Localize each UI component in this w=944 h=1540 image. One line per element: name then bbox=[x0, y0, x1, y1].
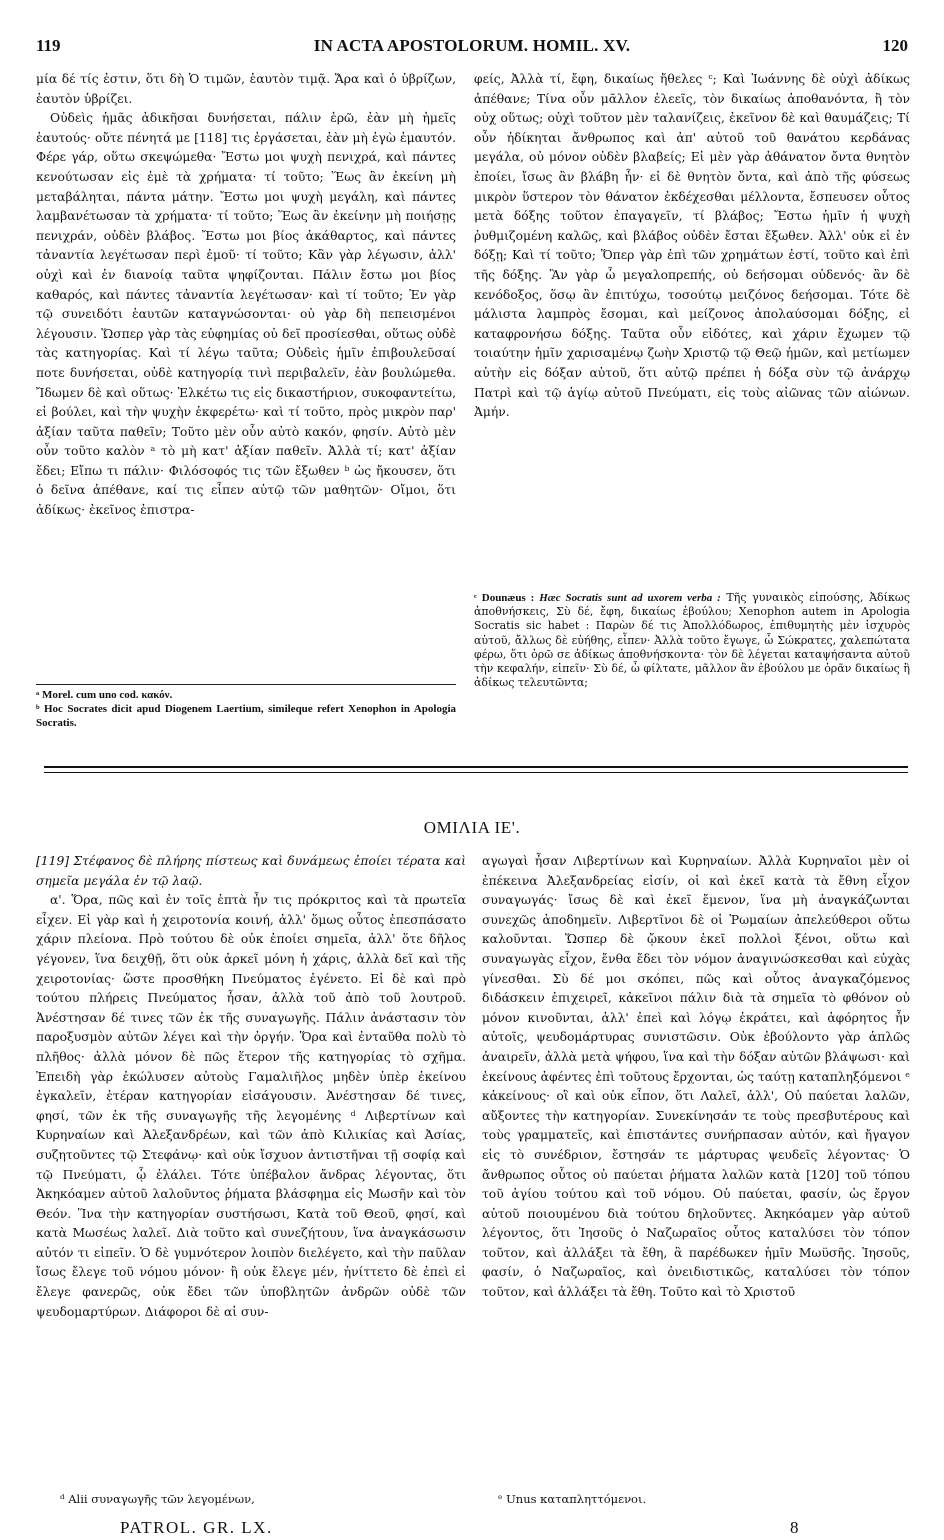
column-bottom-left bbox=[36, 852, 466, 1322]
running-title: IN ACTA APOSTOLORUM. HOMIL. XV. bbox=[313, 36, 631, 55]
footnote-b: ᵇ Hoc Socrates dicit apud Diogenem Laertium, simileque refert Xenophon in Apologia Socratis. bbox=[36, 703, 456, 730]
running-head bbox=[36, 36, 908, 58]
footnote-c: ᶜ Dounæus : Hæc Socratis sunt ad uxorem verba : Τῆς γυναικὸς εἰπούσης, Ἀδίκως ἀποθνήσκεις, Σὺ δέ, ἔφη, δικαίως ἐβούλου; Xenophon autem in Apologia Socratis sic habet : Παρὼν δέ τις Ἀπολλόδωρος, ἐπιθυμητὴς μὲν ἰσχυρὸς αὐτοῦ, ἄλλως δὲ εὐήθης, εἶπεν· Ἀλλὰ τοῦτο ἔγωγε, ὦ Σώκρατες, χαλεπώτατα φέρω, ὅτι ὁρῶ σε ἀδίκως ἀποθνήσκοντα· τὸν δὲ λέγεται καταψήσαντα αὐτοῦ τὴν κεφαλήν, εἰπεῖν· Σὺ δέ, ὦ φίλτατε, μᾶλλον ἂν ἐβούλου με ὁρᾶν δικαίως ἢ ἀδίκως τελευτῶντα; bbox=[474, 591, 910, 690]
section-separator-thin bbox=[44, 772, 908, 773]
paragraph: Οὐδεὶς ἡμᾶς ἀδικῆσαι δυνήσεται, πάλιν ἐρῶ, ἐὰν μὴ ἡμεῖς ἑαυτούς· οὔτε πένητά με [118] τις ἐργάσεται, ἐὰν μὴ ἐγὼ ἐμαυτόν. Φέρε γάρ, οὕτω σκεψώμεθα· Ἔστω μοι ψυχὴ πενιχρά, καὶ πάντες κενούτωσαν εἰς ἐμὲ τὰ χρήματα· τί τοῦτο; Ἕως ἂν ἐκείνη μὴ μεταβάληται, πάντα μάτην. Ἔστω μοι ψυχὴ μεγάλη, καὶ πάντες λαμβανέτωσαν τὰ χρήματα· τί τοῦτο; Ἕως ἂν ἐκείνην μὴ ποιήσῃς πενιχράν, οὐδὲν βλάβος. Ἔστω μοι βίος ἀκάθαρτος, καὶ πάντες τἀναντία λεγέτωσαν περὶ ἐμοῦ· τί τοῦτο; Κἂν γὰρ λέγωσιν, ἀλλ' οὐχὶ καὶ ἐν διανοίᾳ ταῦτα ψηφίζονται. Πάλιν ἔστω μοι βίος καθαρός, καὶ πάντες τἀναντία λεγέτωσαν· καὶ τί τοῦτο; Ἐν γὰρ τῷ συνειδότι ἑαυτῶν καταγνώσονται· οὐ γὰρ δὴ πεπεισμένοι λέγουσιν. Ὥσπερ γὰρ τὰς εὐφημίας οὐ δεῖ προσίεσθαι, οὕτως οὐδὲ τὰς κατηγορίας. Καὶ τί λέγω ταῦτα; Οὐδεὶς ἡμῖν ἐπιβουλεῦσαί ποτε δυνήσεται, οὐδὲ κατηγορίᾳ τινὶ περιβαλεῖν, ἐὰν βουλώμεθα. Ἴδωμεν δὲ καὶ οὕτως· Ἑλκέτω τις εἰς δικαστήριον, συκοφαντείτω, εἰ βούλει, καὶ τὴν ψυχὴν ἐκφερέτω· καὶ τί τοῦτο, πρὸς μικρὸν παρ' ἀξίαν ταῦτα παθεῖν; Τοῦτο μὲν οὖν αὐτὸ κακόν, φησίν. Αὐτὸ μὲν οὖν τοῦτο καλὸν ᵃ τὸ μὴ κατ' ἀξίαν παθεῖν. Ἀλλὰ τί; κατ' ἀξίαν ἔδει; Εἴπω τι πάλιν· Φιλόσοφός τις τῶν ἔξωθεν ᵇ ὡς ἤκουσεν, ὅτι ὁ δεῖνα ἀπέθανε, καί τις εἶπεν αὐτῷ τῶν μαθητῶν· Οἴμοι, ὅτι ἀδίκως· ἐκεῖνος ἐπιστρα- bbox=[36, 111, 456, 518]
paragraph: φείς, Ἀλλὰ τί, ἔφη, δικαίως ἤθελες ᶜ; Καὶ Ἰωάννης δὲ οὐχὶ ἀδίκως ἀπέθανε; Τίνα οὖν μᾶλλον ἐλεεῖς, τὸν δικαίως ἀποθανόντα, ἢ τὸν οὐχ οὕτως; οὐχὶ τοῦτον μὲν ταλανίζεις, ἐκεῖνον δὲ καὶ θαυμάζεις; Τί οὖν ἠδίκηται ἄνθρωπος καὶ ἀπ' αὐτοῦ τοῦ θανάτου κερδάνας μεγάλα, οὐ μόνον οὐδὲν βλαβείς; Εἰ μὲν γὰρ ἀθάνατον ὄντα θνητὸν ἐποίει, ἴσως ἂν βλάβη ἦν· εἰ δὲ θνητὸν ὄντα, καὶ ἀπὸ τῆς φύσεως μικρὸν ὕστερον τὸν θάνατον ἐκδέχεσθαι μέλλοντα, ἔσπευσεν οὗτος μετὰ δόξης τοῦτον ἐπαγαγεῖν, τί βλάβος; Ἔστω ἡμῖν ἡ ψυχὴ ῥυθμιζομένη καλῶς, καὶ βλάβος οὐδὲν ἔσται ἔξωθεν. Ἀλλ' οὐκ εἰ ἐν δόξῃ; Καὶ τί τοῦτο; Ὅπερ γὰρ ἐπὶ τῶν χρημάτων ἐστί, τοῦτο καὶ ἐπὶ τῆς δόξης. Ἂν γὰρ ὦ μεγαλοπρεπής, οὐ δεήσομαι οὐδενός· ἂν δὲ κενόδοξος, ὅσῳ ἂν ἐπιτύχω, τοσούτῳ μειζόνος δεήσομαι. Τότε δὲ μάλιστα λαμπρὸς ἔσομαι, καὶ μείζονος ἀπολαύσομαι δόξης, εἰ καταφρονήσω δόξης. Ταῦτα οὖν εἰδότες, καὶ χάριν ἔχωμεν τῷ τοιαύτην ἡμῖν χαρισαμένῳ ζωὴν Χριστῷ τῷ Θεῷ ἡμῶν, καὶ μετίωμεν αὐτὴν εἰς δόξαν αὐτοῦ, ὅτι αὐτῷ πρέπει ἡ δόξα σὺν τῷ ἀνάρχῳ Πατρὶ καὶ τῷ ἁγίῳ αὐτοῦ Πνεύματι, εἰς τοὺς αἰῶνας τῶν αἰώνων. Ἀμήν. bbox=[474, 72, 910, 420]
footnote-a: ᵃ Morel. cum uno cod. κακόν. bbox=[36, 689, 173, 701]
scripture-heading: [119] Στέφανος δὲ πλήρης πίστεως καὶ δυνάμεως ἐποίει τέρατα καὶ σημεῖα μεγάλα ἐν τῷ λαῷ. bbox=[36, 854, 466, 888]
signature-number: 8 bbox=[790, 1518, 799, 1537]
footnotes-top-left bbox=[36, 684, 456, 731]
homily-title: ΟΜΙΛΙΑ ΙΕ'. bbox=[423, 818, 521, 837]
signature-mark: PATROL. GR. LX. bbox=[120, 1518, 273, 1537]
page-number-left: 119 bbox=[36, 36, 61, 55]
paragraph: α'. Ὅρα, πῶς καὶ ἐν τοῖς ἑπτὰ ἦν τις πρόκριτος καὶ τὰ πρωτεῖα εἶχεν. Εἰ γὰρ καὶ ἡ χειροτονία κοινή, ἀλλ' ὅμως οὗτος ἐπεσπάσατο χάριν πλείονα. Πρὸ τούτου δὲ οὐκ ἐποίει σημεῖα, ἀλλ' ὅτε δῆλος γέγονεν, ἵνα δειχθῇ, ὅτι οὐκ ἀρκεῖ μόνη ἡ χάρις, ἀλλὰ δεῖ καὶ τῆς χειροτονίας· ὥστε προσθήκη Πνεύματος ἐγένετο. Εἰ δὲ καὶ πρὸ τούτου πλήρεις Πνεύματος ἦσαν, ἀλλὰ τοῦ ἀπὸ τοῦ λουτροῦ. Ἀνέστησαν δέ τινες τῶν ἐκ τῆς συναγωγῆς. Πάλιν ἀνάστασιν τὸν παροξυσμὸν αὐτῶν λέγει καὶ τὴν ὀργήν. Ὅρα καὶ ἐνταῦθα πολὺ τὸ πλῆθος· ἀλλὰ μόνον δὲ πῶς ἕτερον τῆς κατηγορίας τὸ σχῆμα. Ἐπειδὴ γὰρ ἐκώλυσεν αὐτοὺς Γαμαλιῆλος μηδὲν ὑπὲρ ἐκείνου ἐγκαλεῖν, ἑτέραν κατηγορίαν εἰσάγουσιν. Ἀνέστησαν δέ τινες, φησί, τῶν ἐκ τῆς συναγωγῆς τῆς λεγομένης ᵈ Λιβερτίνων καὶ Κυρηναίων καὶ Ἀλεξανδρέων, καὶ τῶν ἀπὸ Κιλικίας καὶ Ἀσίας, συζητοῦντες τῷ Στεφάνῳ· καὶ οὐκ ἴσχυον ἀντιστῆναι τῇ σοφίᾳ καὶ τῷ Πνεύματι, ᾧ ἐλάλει. Τότε ὑπέβαλον ἄνδρας λέγοντας, ὅτι Ἀκηκόαμεν αὐτοῦ λαλοῦντος ῥήματα βλάσφημα εἰς Μωσῆν καὶ τὸν Θεόν. Ἵνα τὴν κατηγορίαν συστήσωσι, Κατὰ τοῦ Θεοῦ, φησί, καὶ κατὰ Μωσέως λαλεῖ. Διὰ τοῦτο καὶ συνεζήτουν, ἵνα ἀναγκάσωσιν αὐτόν τι εἰπεῖν. Ὁ δὲ γυμνότερον λοιπὸν διελέγετο, καὶ τὴν παῦλαν ἴσως ἔλεγε τοῦ νόμου μόνον· ἢ οὐκ ἔλεγε μέν, ἠνίττετο δὲ ἐπεὶ εἰ ἔλεγε φανερῶς, οὐκ ἔδει τῶν ὑποβλητῶν ἀνδρῶν οὐδὲ τῶν ψευδομαρτύρων. Διάφοροι δὲ αἱ συν- bbox=[36, 893, 466, 1319]
column-bottom-right bbox=[482, 852, 910, 1303]
paragraph: μία δέ τίς ἐστιν, ὅτι δὴ Ὁ τιμῶν, ἑαυτὸν τιμᾷ. Ἄρα καὶ ὁ ὑβρίζων, ἑαυτὸν ὑβρίζει. bbox=[36, 72, 456, 106]
page-number-right: 120 bbox=[882, 36, 908, 55]
footnote-e: ᵉ Unus καταπληττόμενοι. bbox=[498, 1492, 647, 1506]
column-top-right bbox=[474, 70, 910, 423]
paragraph: αγωγαὶ ἦσαν Λιβερτίνων καὶ Κυρηναίων. Ἀλλὰ Κυρηναῖοι μὲν οἱ ἐπέκεινα Ἀλεξανδρείας εἰσίν, οἱ καὶ ἐκεῖ κατὰ τὰ ἔθνη εἶχον συναγωγάς· ἴσως δὲ καὶ ἐκεῖ ἔμενον, ἵνα μὴ ἀναγκάζωνται συνεχῶς ἀποδημεῖν. Λιβερτῖνοι δὲ οἱ Ῥωμαίων ἀπελεύθεροι οὕτω καλοῦνται. Ὥσπερ δὲ ᾤκουν ἐκεῖ πολλοὶ ξένοι, οὕτω καὶ συναγωγὰς εἶχον, ἔνθα ἔδει τὸν νόμον ἀναγινώσκεσθαι καὶ εὐχὰς γίνεσθαι. Σὺ δέ μοι σκόπει, πῶς καὶ οὗτος ἀναγκαζόμενος διδάσκειν ἐπιχειρεῖ, κἀκεῖνοι πάλιν διὰ τὰ σημεῖα τὸ φθόνον οὐ μόνον κινοῦνται, ἀλλ' ἐπεὶ καὶ λόγῳ ἐκράτει, καὶ ἀφόρητος ἦν αὐτοῖς, ψευδομάρτυρας συνιστῶσιν. Οὐκ ἐβούλοντο γὰρ ἁπλῶς ἀναιρεῖν, ἀλλὰ μετὰ ψήφου, ἵνα καὶ τὴν δόξαν αὐτῶν βλάψωσι· καὶ ἐκείνους ἀφέντες ἐπὶ τοῦτους ἔρχονται, ὡς ταύτῃ καταπληξόμενοι ᵉ κἀκείνους· οἳ καὶ οὐκ εἶπον, ὅτι Λαλεῖ, ἀλλ', Οὐ παύεται λαλῶν, αὔξοντες τὴν κατηγορίαν. Συνεκίνησάν τε τοὺς πρεσβυτέρους καὶ τοὺς γραμματεῖς, καὶ ἐπιστάντες συνήρπασαν αὐτόν, καὶ ἤγαγον εἰς τὸ συνέδριον, ἔστησάν τε μάρτυρας ψευδεῖς λέγοντας· Ὁ ἄνθρωπος οὗτος οὐ παύεται ῥήματα λαλῶν κατὰ [120] τοῦ τόπου τοῦ ἁγίου τούτου καὶ τοῦ νόμου. Οὐ παύεται, φασίν, ὡς ἔργον αὐτοῦ ποιουμένου διὰ τούτου δηλοῦντες. Ἀκηκόαμεν γὰρ αὐτοῦ λέγοντος, ὅτι Ἰησοῦς ὁ Ναζωραῖος οὗτος καταλύσει τὸν τόπον τοῦτον, καὶ ἀλλάξει τὰ ἔθη, ἃ παρέδωκεν ἡμῖν Μωϋσῆς. Ἰησοῦς, φασίν, ὁ Ναζωραῖος, καὶ ὀνειδιστικῶς, καταλύσει τὸν τόπον τοῦτον, καὶ ἀλλάξει τὰ ἔθη. Τοῦτο καὶ τὸ Χριστοῦ bbox=[482, 854, 910, 1300]
column-top-left bbox=[36, 70, 456, 521]
footnote-d: ᵈ Alii συναγωγῆς τῶν λεγομένων, bbox=[60, 1492, 255, 1506]
section-separator bbox=[44, 766, 908, 768]
